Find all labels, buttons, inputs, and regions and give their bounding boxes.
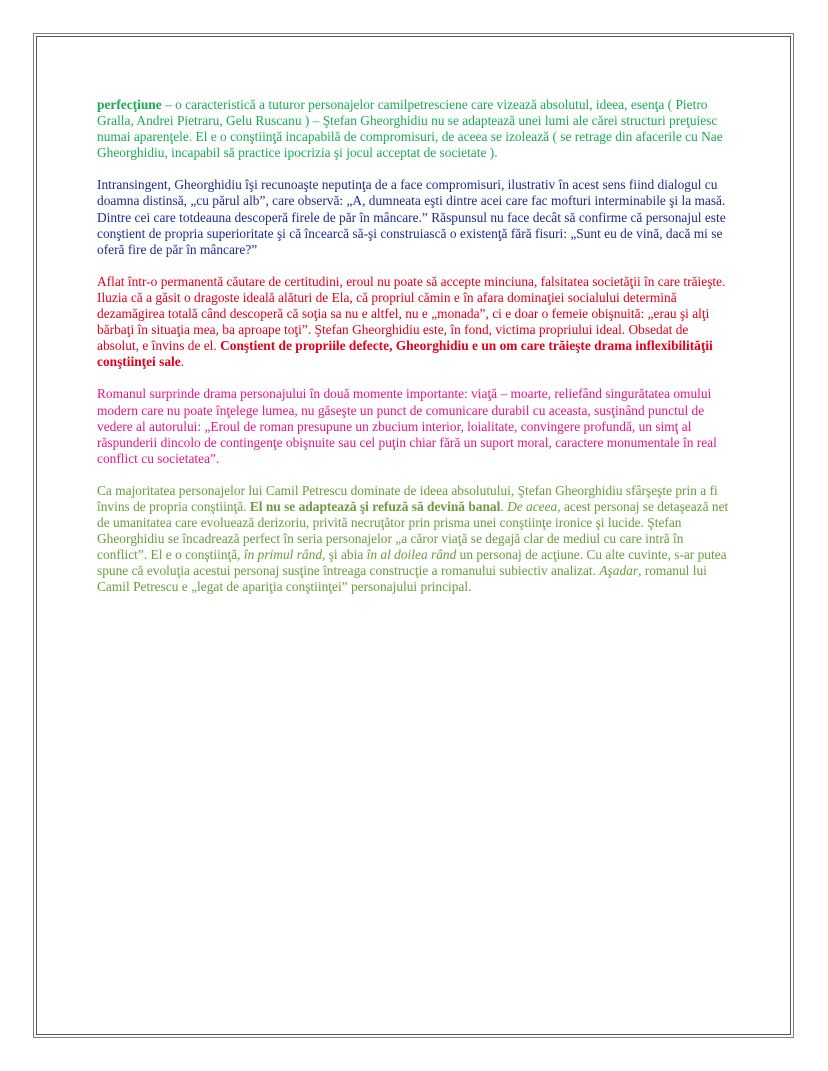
text-run: în primul rând bbox=[243, 547, 323, 563]
text-run: Romanul surprinde drama personajului în două momente importante: viaţă – moarte, reliefând singurătatea omului modern care nu poate înţelege lumea, nu găseşte un punct de comunicare durabil cu aceasta, susţinând punctul de vedere al autorului: „Eroul de roman presupune un zbucium interior, loialitate, convingere profundă, un simţ al răspunderii dincolo de contingenţe obişnuite sau cel puţin chiar fără un suport moral, caractere monumentale în real conflict cu societatea”. bbox=[97, 386, 717, 466]
paragraph-3 bbox=[97, 274, 733, 371]
text-run: Intransingent, Gheorghidiu îşi recunoaşte neputinţa de a face compromisuri, ilustrativ în acest sens fiind dialogul cu doamna distinsă, „cu părul alb”, care observă: „A, dumneata eşti dintre acei care fac mofturi interminabile şi la masă. Dintre cei care totdeauna descoperă firele de păr în mâncare.” Răspunsul nu face decât să confirme că personajul este conştient de propria superioritate şi că încearcă să-şi construiască o existenţă fără fisuri: „Sunt eu de vină, dacă mi se oferă fire de păr în mâncare?” bbox=[97, 177, 726, 257]
text-run: De aceea bbox=[507, 498, 558, 514]
text-run: . bbox=[500, 498, 508, 514]
text-run: Aşadar bbox=[599, 563, 639, 579]
text-run: Aflat într-o permanentă căutare de certitudini, eroul nu poate să accepte minciuna, falsitatea societăţii în care trăieşte. Iluzia că a găsit o dragoste ideală alături de Ela, că propriul cămin e în afara dominaţiei socialului determină dezamăgirea totală când descoperă că soţia sa nu e altfel, nu e „monada”, ci e doar o femeie obişnuită: „erau şi alţi bărbaţi în situaţia mea, ba aproape toţi”. Ştefan Gheorghidiu este, în fond, victima propriului ideal. Obsedat de absolut, e învins de el. bbox=[97, 273, 726, 354]
document-body bbox=[97, 97, 733, 612]
text-run: , acest personaj se detaşează net de umanitatea care evoluează derizoriu, privită necruţător prin prisma unei conştiinţe ironice şi lucide. Ştefan Gheorghidiu se încadrează perfect în seria personajelor „a căror viaţă se degajă clar de mediul cu care intră în conflict”. El e o conştiinţă, bbox=[97, 498, 729, 563]
text-run: Conştient de propriile defecte, Gheorghidiu e un om care trăieşte drama inflexibilităţii conştiinţei sale bbox=[97, 338, 713, 370]
text-run: Ca majoritatea personajelor lui Camil Petrescu dominate de ideea absolutului, Ştefan Gheorghidiu sfârşeşte prin a fi învins de propria conştiinţă. bbox=[97, 482, 718, 514]
text-run: în al doilea rând bbox=[366, 547, 457, 563]
text-run: El nu se adaptează şi refuză să devină banal bbox=[249, 498, 501, 514]
text-run: un personaj de acţiune. Cu alte cuvinte, s-ar putea spune că evoluţia acestui personaj susţine întreaga construcţie a romanului subiectiv analizat. bbox=[97, 547, 727, 579]
text-run: . bbox=[180, 354, 185, 370]
paragraph-2 bbox=[97, 177, 733, 257]
text-run: , romanul lui Camil Petrescu e „legat de apariţia conştiinţei” personajului principal. bbox=[97, 563, 707, 595]
text-run: perfecţiune bbox=[97, 97, 162, 112]
paragraph-4 bbox=[97, 386, 733, 466]
text-run: , şi abia bbox=[322, 547, 367, 563]
text-run: – o caracteristică a tuturor personajelor camilpetresciene care vizează absolutul, ideea, esenţa ( Pietro Gralla, Andrei Pietraru, Gelu Ruscanu ) – Ştefan Gheorghidiu nu se adaptează unei lumi ale cărei structuri preţuiesc numai aparenţele. El e o conştiinţă incapabilă de compromisuri, de aceea se izolează ( se retrage din afacerile cu Nae Gheorghidiu, incapabil să practice ipocrizia şi jocul acceptat de societate ). bbox=[97, 97, 723, 161]
paragraph-5 bbox=[97, 483, 733, 596]
paragraph-1 bbox=[97, 97, 733, 161]
